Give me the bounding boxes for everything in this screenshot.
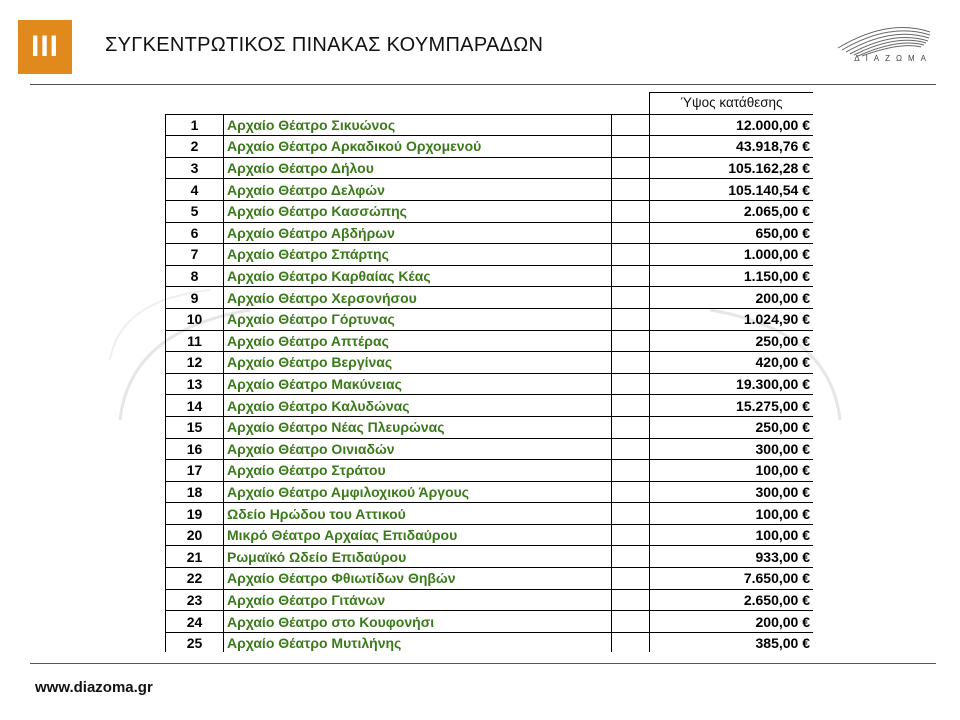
row-number: 1 [166,114,224,136]
table-row [166,200,814,222]
deposit-amount: 19.300,00 € [650,373,814,395]
theatre-name: Αρχαίο Θέατρο Γιτάνων [224,589,612,611]
theatre-name: Αρχαίο Θέατρο Νέας Πλευρώνας [224,416,612,438]
blank-cell [612,611,650,633]
blank-cell [612,438,650,460]
blank-cell [612,503,650,525]
footer-divider [30,663,936,664]
row-number: 19 [166,503,224,525]
deposit-amount: 385,00 € [650,632,814,652]
theatre-name: Ωδείο Ηρώδου του Αττικού [224,503,612,525]
deposit-amount: 100,00 € [650,524,814,546]
row-number: 7 [166,244,224,266]
row-number: 2 [166,136,224,158]
table-row [166,265,814,287]
deposit-amount: 650,00 € [650,222,814,244]
row-number: 14 [166,395,224,417]
deposit-amount: 200,00 € [650,611,814,633]
table-row [166,416,814,438]
row-number: 8 [166,265,224,287]
blank-cell [612,222,650,244]
theatre-name: Αρχαίο Θέατρο Απτέρας [224,330,612,352]
table-row [166,460,814,482]
table-row [166,546,814,568]
blank-cell [612,373,650,395]
row-number: 16 [166,438,224,460]
theatre-name: Αρχαίο Θέατρο στο Κουφονήσι [224,611,612,633]
table-row [166,568,814,590]
table-row [166,157,814,179]
table-row [166,330,814,352]
deposit-amount: 12.000,00 € [650,114,814,136]
theatre-name: Αρχαίο Θέατρο Αμφιλοχικού Άργους [224,481,612,503]
theatre-name: Αρχαίο Θέατρο Χερσονήσου [224,287,612,309]
blank-cell [612,136,650,158]
blank-cell [612,200,650,222]
blank-cell [612,244,650,266]
deposit-amount: 7.650,00 € [650,568,814,590]
theatre-name: Αρχαίο Θέατρο Σικυώνος [224,114,612,136]
deposit-amount: 2.650,00 € [650,589,814,611]
theatre-name: Αρχαίο Θέατρο Σπάρτης [224,244,612,266]
row-number: 4 [166,179,224,201]
deposit-amount: 250,00 € [650,330,814,352]
deposit-amount: 105.162,28 € [650,157,814,179]
deposit-amount: 100,00 € [650,460,814,482]
table-row [166,395,814,417]
table-header-row [166,93,814,115]
blank-cell [612,589,650,611]
row-number: 12 [166,352,224,374]
row-number: 20 [166,524,224,546]
table-row [166,287,814,309]
deposit-amount: 1.150,00 € [650,265,814,287]
table-row [166,352,814,374]
row-number: 21 [166,546,224,568]
blank-cell [612,308,650,330]
theatre-name: Αρχαίο Θέατρο Δήλου [224,157,612,179]
blank-cell [612,546,650,568]
deposit-amount: 300,00 € [650,438,814,460]
blank-cell [612,460,650,482]
theatre-name: Αρχαίο Θέατρο Στράτου [224,460,612,482]
row-number: 9 [166,287,224,309]
deposit-amount: 420,00 € [650,352,814,374]
deposit-amount: 250,00 € [650,416,814,438]
row-number: 22 [166,568,224,590]
table-row [166,524,814,546]
blank-cell [612,265,650,287]
deposit-amount: 1.024,90 € [650,308,814,330]
table-row [166,114,814,136]
row-number: 10 [166,308,224,330]
theatre-name: Αρχαίο Θέατρο Οινιαδών [224,438,612,460]
deposit-amount: 300,00 € [650,481,814,503]
page-title: ΣΥΓΚΕΝΤΡΩΤΙΚΟΣ ΠΙΝΑΚΑΣ ΚΟΥΜΠΑΡΑΔΩΝ [105,34,544,56]
deposit-amount: 1.000,00 € [650,244,814,266]
row-number: 25 [166,632,224,652]
theatre-name: Αρχαίο Θέατρο Αβδήρων [224,222,612,244]
theatre-name: Ρωμαϊκό Ωδείο Επιδαύρου [224,546,612,568]
deposit-amount: 100,00 € [650,503,814,525]
theatre-name: Αρχαίο Θέατρο Καλυδώνας [224,395,612,417]
blank-cell [612,287,650,309]
theatre-name: Αρχαίο Θέατρο Μακύνειας [224,373,612,395]
table-row [166,179,814,201]
theatre-name: Αρχαίο Θέατρο Κασσώπης [224,200,612,222]
table-row [166,481,814,503]
header-divider [30,84,936,85]
table-row [166,438,814,460]
deposit-amount: 200,00 € [650,287,814,309]
blank-cell [612,114,650,136]
row-number: 6 [166,222,224,244]
row-number: 13 [166,373,224,395]
footer-url[interactable]: www.diazoma.gr [35,679,153,696]
row-number: 17 [166,460,224,482]
table-row [166,589,814,611]
row-number: 3 [166,157,224,179]
row-number: 15 [166,416,224,438]
deposit-amount: 15.275,00 € [650,395,814,417]
theatre-name: Αρχαίο Θέατρο Μυτιλήνης [224,632,612,652]
table-row [166,308,814,330]
blank-cell [612,632,650,652]
row-number: 24 [166,611,224,633]
blank-cell [612,524,650,546]
blank-cell [612,157,650,179]
table-row [166,611,814,633]
theatre-name: Αρχαίο Θέατρο Αρκαδικού Ορχομενού [224,136,612,158]
deposit-amount: 933,00 € [650,546,814,568]
blank-cell [612,395,650,417]
table-row [166,503,814,525]
logo-wordmark: ΔΙΑΖΩΜΑ [854,54,932,63]
theatre-name: Αρχαίο Θέατρο Γόρτυνας [224,308,612,330]
theatre-name: Αρχαίο Θέατρο Φθιωτίδων Θηβών [224,568,612,590]
deposit-amount: 105.140,54 € [650,179,814,201]
theatre-name: Αρχαίο Θέατρο Δελφών [224,179,612,201]
deposit-amount: 2.065,00 € [650,200,814,222]
blank-cell [612,330,650,352]
theatre-name: Μικρό Θέατρο Αρχαίας Επιδαύρου [224,524,612,546]
contributions-table [165,92,813,652]
section-badge: III [18,20,72,74]
table-row [166,136,814,158]
blank-cell [612,481,650,503]
row-number: 5 [166,200,224,222]
blank-cell [612,179,650,201]
deposit-amount: 43.918,76 € [650,136,814,158]
row-number: 18 [166,481,224,503]
table-row [166,373,814,395]
theatre-name: Αρχαίο Θέατρο Καρθαίας Κέας [224,265,612,287]
amount-column-header: Ύψος κατάθεσης [650,93,814,115]
blank-cell [612,416,650,438]
row-number: 23 [166,589,224,611]
blank-cell [612,352,650,374]
table-row [166,244,814,266]
theatre-name: Αρχαίο Θέατρο Βεργίνας [224,352,612,374]
table-row [166,632,814,652]
blank-cell [612,568,650,590]
table-row [166,222,814,244]
row-number: 11 [166,330,224,352]
